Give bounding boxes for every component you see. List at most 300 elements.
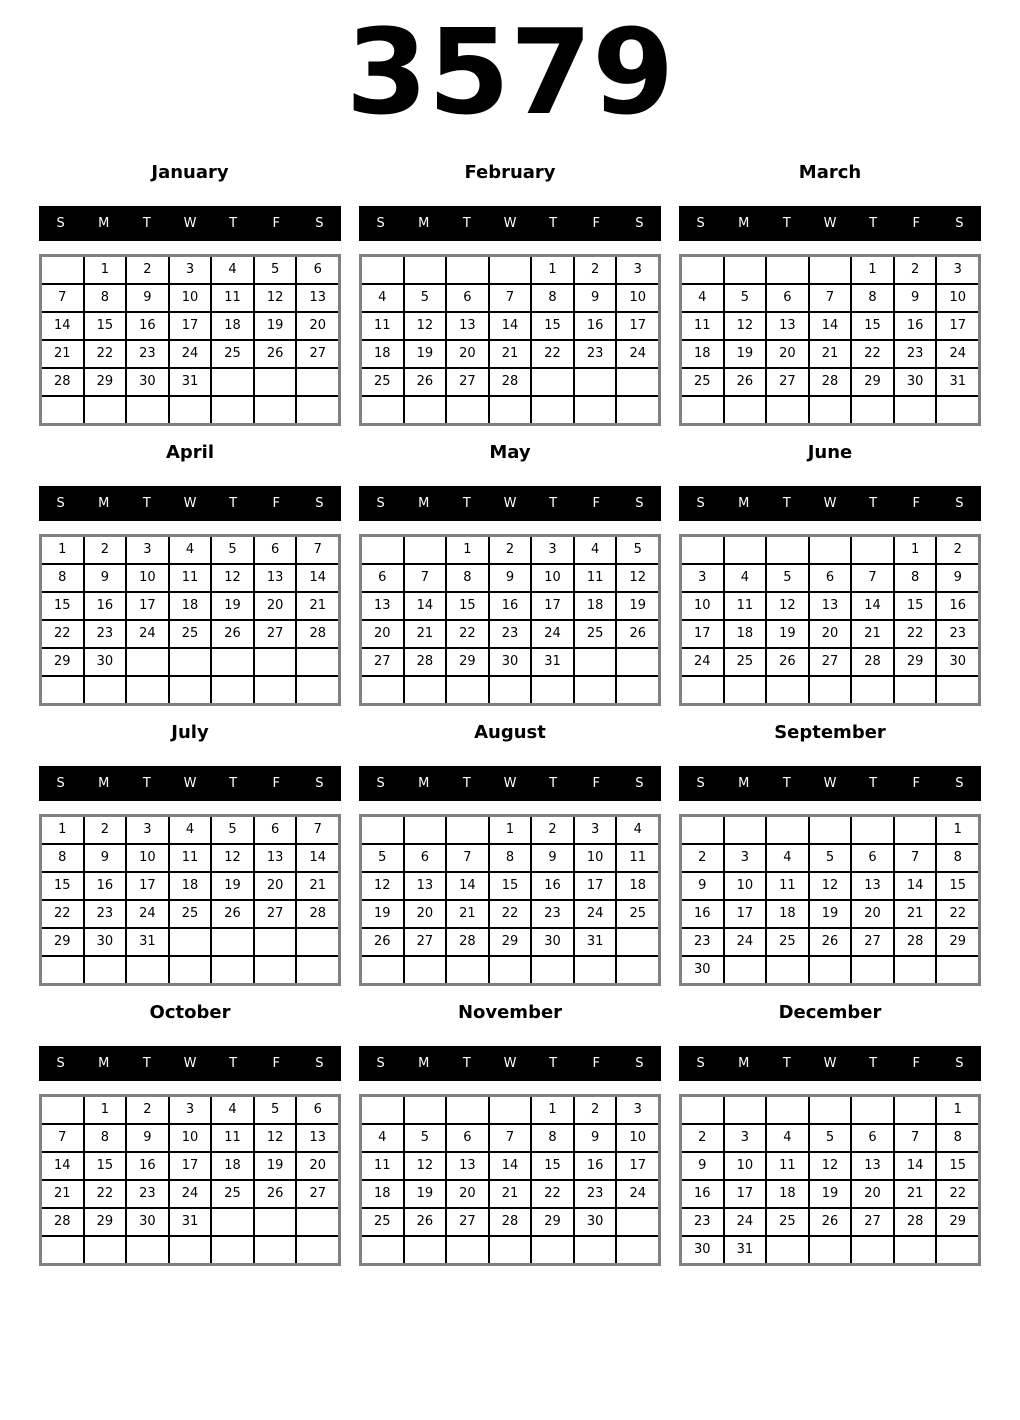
weekday-label: W bbox=[503, 1055, 517, 1071]
day-cell: 3 bbox=[127, 817, 168, 843]
day-cell: 19 bbox=[212, 593, 253, 619]
day-cell: 8 bbox=[42, 845, 83, 871]
empty-day-cell bbox=[447, 957, 488, 983]
day-cell: 11 bbox=[170, 845, 211, 871]
months-grid bbox=[0, 162, 1020, 1266]
weekday-label: T bbox=[869, 215, 878, 231]
day-cell: 6 bbox=[447, 285, 488, 311]
month-title: November bbox=[457, 1001, 563, 1023]
empty-day-cell bbox=[575, 957, 616, 983]
day-cell: 13 bbox=[852, 1153, 893, 1179]
day-cell: 13 bbox=[810, 593, 851, 619]
empty-day-cell bbox=[895, 677, 936, 703]
day-cell: 2 bbox=[682, 845, 723, 871]
day-cell: 28 bbox=[42, 1209, 83, 1235]
day-cell: 13 bbox=[447, 1153, 488, 1179]
weekday-label: W bbox=[183, 495, 197, 511]
empty-day-cell bbox=[85, 957, 126, 983]
empty-day-cell bbox=[852, 537, 893, 563]
empty-day-cell bbox=[895, 1237, 936, 1263]
weekday-label: T bbox=[869, 1055, 878, 1071]
day-cell: 19 bbox=[810, 901, 851, 927]
empty-day-cell bbox=[85, 677, 126, 703]
day-cell: 4 bbox=[575, 537, 616, 563]
day-cell: 27 bbox=[767, 369, 808, 395]
empty-day-cell bbox=[297, 369, 338, 395]
weekday-label: T bbox=[549, 775, 558, 791]
day-cell: 26 bbox=[362, 929, 403, 955]
day-cell: 22 bbox=[532, 1181, 573, 1207]
weekday-label: M bbox=[418, 1055, 430, 1071]
day-cell: 25 bbox=[725, 649, 766, 675]
day-cell: 3 bbox=[127, 537, 168, 563]
day-cell: 23 bbox=[532, 901, 573, 927]
day-cell: 26 bbox=[725, 369, 766, 395]
day-cell: 5 bbox=[212, 537, 253, 563]
day-cell: 11 bbox=[212, 285, 253, 311]
weekday-label: M bbox=[418, 215, 430, 231]
day-cell: 31 bbox=[532, 649, 573, 675]
day-cell: 31 bbox=[725, 1237, 766, 1263]
day-cell: 28 bbox=[895, 1209, 936, 1235]
weekday-label: S bbox=[955, 495, 964, 511]
day-cell: 21 bbox=[852, 621, 893, 647]
weekday-label: M bbox=[98, 215, 110, 231]
day-cell: 17 bbox=[127, 593, 168, 619]
day-cell: 18 bbox=[170, 593, 211, 619]
empty-day-cell bbox=[852, 1097, 893, 1123]
weekday-label: W bbox=[503, 495, 517, 511]
day-cell: 16 bbox=[85, 593, 126, 619]
day-cell: 2 bbox=[85, 817, 126, 843]
day-cell: 5 bbox=[767, 565, 808, 591]
day-cell: 12 bbox=[212, 845, 253, 871]
day-cell: 29 bbox=[532, 1209, 573, 1235]
weekday-label: T bbox=[142, 495, 151, 511]
day-cell: 23 bbox=[127, 1181, 168, 1207]
day-cell: 13 bbox=[255, 565, 296, 591]
weekday-header-bar bbox=[679, 1046, 981, 1081]
empty-day-cell bbox=[405, 1097, 446, 1123]
empty-day-cell bbox=[532, 397, 573, 423]
day-cell: 17 bbox=[170, 313, 211, 339]
day-cell: 25 bbox=[212, 341, 253, 367]
empty-day-cell bbox=[767, 677, 808, 703]
empty-day-cell bbox=[42, 397, 83, 423]
day-cell: 11 bbox=[362, 1153, 403, 1179]
day-cell: 4 bbox=[212, 257, 253, 283]
day-cell: 10 bbox=[937, 285, 978, 311]
empty-day-cell bbox=[767, 1237, 808, 1263]
day-cell: 18 bbox=[767, 1181, 808, 1207]
day-cell: 29 bbox=[490, 929, 531, 955]
day-cell: 26 bbox=[810, 1209, 851, 1235]
day-cell: 22 bbox=[42, 901, 83, 927]
day-cell: 23 bbox=[85, 901, 126, 927]
month-title: March bbox=[798, 161, 862, 183]
day-cell: 29 bbox=[937, 929, 978, 955]
empty-day-cell bbox=[170, 649, 211, 675]
day-cell: 26 bbox=[767, 649, 808, 675]
day-cell: 10 bbox=[682, 593, 723, 619]
day-cell: 6 bbox=[362, 565, 403, 591]
weekday-label: S bbox=[955, 1055, 964, 1071]
empty-day-cell bbox=[490, 397, 531, 423]
weekday-label: M bbox=[98, 1055, 110, 1071]
month-day-grid bbox=[359, 534, 661, 706]
day-cell: 22 bbox=[85, 341, 126, 367]
day-cell: 19 bbox=[255, 1153, 296, 1179]
day-cell: 27 bbox=[362, 649, 403, 675]
day-cell: 17 bbox=[937, 313, 978, 339]
year-title: 3579 bbox=[345, 3, 675, 141]
day-cell: 30 bbox=[85, 929, 126, 955]
empty-day-cell bbox=[575, 1237, 616, 1263]
day-cell: 29 bbox=[895, 649, 936, 675]
day-cell: 1 bbox=[490, 817, 531, 843]
day-cell: 20 bbox=[852, 1181, 893, 1207]
day-cell: 12 bbox=[405, 313, 446, 339]
empty-day-cell bbox=[297, 1209, 338, 1235]
empty-day-cell bbox=[682, 257, 723, 283]
weekday-label: F bbox=[272, 1055, 281, 1071]
month-title: January bbox=[151, 161, 229, 183]
empty-day-cell bbox=[212, 677, 253, 703]
day-cell: 22 bbox=[532, 341, 573, 367]
weekday-label: S bbox=[635, 775, 644, 791]
day-cell: 9 bbox=[85, 565, 126, 591]
day-cell: 18 bbox=[212, 1153, 253, 1179]
day-cell: 5 bbox=[810, 1125, 851, 1151]
day-cell: 2 bbox=[490, 537, 531, 563]
day-cell: 28 bbox=[852, 649, 893, 675]
month-day-grid bbox=[359, 254, 661, 426]
day-cell: 10 bbox=[575, 845, 616, 871]
day-cell: 28 bbox=[297, 901, 338, 927]
day-cell: 9 bbox=[937, 565, 978, 591]
day-cell: 6 bbox=[297, 257, 338, 283]
weekday-label: S bbox=[376, 495, 385, 511]
day-cell: 1 bbox=[447, 537, 488, 563]
day-cell: 23 bbox=[682, 929, 723, 955]
day-cell: 20 bbox=[810, 621, 851, 647]
empty-day-cell bbox=[937, 677, 978, 703]
day-cell: 21 bbox=[895, 901, 936, 927]
day-cell: 28 bbox=[405, 649, 446, 675]
empty-day-cell bbox=[725, 257, 766, 283]
weekday-label: W bbox=[823, 215, 837, 231]
empty-day-cell bbox=[42, 1097, 83, 1123]
day-cell: 13 bbox=[297, 1125, 338, 1151]
empty-day-cell bbox=[725, 677, 766, 703]
empty-day-cell bbox=[532, 957, 573, 983]
empty-day-cell bbox=[127, 957, 168, 983]
empty-day-cell bbox=[405, 1237, 446, 1263]
weekday-label: F bbox=[912, 495, 921, 511]
day-cell: 31 bbox=[170, 1209, 211, 1235]
weekday-label: F bbox=[592, 775, 601, 791]
day-cell: 28 bbox=[297, 621, 338, 647]
day-cell: 27 bbox=[297, 341, 338, 367]
empty-day-cell bbox=[490, 1097, 531, 1123]
day-cell: 16 bbox=[682, 901, 723, 927]
day-cell: 7 bbox=[42, 1125, 83, 1151]
month-september bbox=[679, 722, 981, 986]
day-cell: 3 bbox=[617, 257, 658, 283]
empty-day-cell bbox=[617, 1209, 658, 1235]
day-cell: 14 bbox=[42, 1153, 83, 1179]
day-cell: 5 bbox=[810, 845, 851, 871]
day-cell: 5 bbox=[617, 537, 658, 563]
day-cell: 4 bbox=[767, 1125, 808, 1151]
empty-day-cell bbox=[297, 677, 338, 703]
month-day-grid bbox=[39, 534, 341, 706]
day-cell: 24 bbox=[725, 929, 766, 955]
empty-day-cell bbox=[42, 677, 83, 703]
empty-day-cell bbox=[490, 957, 531, 983]
day-cell: 14 bbox=[42, 313, 83, 339]
weekday-label: F bbox=[912, 775, 921, 791]
day-cell: 5 bbox=[725, 285, 766, 311]
empty-day-cell bbox=[767, 957, 808, 983]
day-cell: 7 bbox=[895, 845, 936, 871]
weekday-label: S bbox=[56, 775, 65, 791]
day-cell: 2 bbox=[937, 537, 978, 563]
empty-day-cell bbox=[405, 257, 446, 283]
empty-day-cell bbox=[405, 677, 446, 703]
day-cell: 5 bbox=[255, 1097, 296, 1123]
day-cell: 24 bbox=[682, 649, 723, 675]
day-cell: 23 bbox=[85, 621, 126, 647]
day-cell: 24 bbox=[127, 621, 168, 647]
weekday-label: S bbox=[56, 215, 65, 231]
day-cell: 26 bbox=[212, 621, 253, 647]
weekday-label: M bbox=[98, 495, 110, 511]
day-cell: 26 bbox=[405, 369, 446, 395]
day-cell: 28 bbox=[810, 369, 851, 395]
empty-day-cell bbox=[725, 397, 766, 423]
empty-day-cell bbox=[937, 397, 978, 423]
day-cell: 21 bbox=[810, 341, 851, 367]
month-day-grid bbox=[679, 814, 981, 986]
day-cell: 19 bbox=[810, 1181, 851, 1207]
day-cell: 26 bbox=[212, 901, 253, 927]
weekday-label: S bbox=[696, 1055, 705, 1071]
day-cell: 11 bbox=[212, 1125, 253, 1151]
empty-day-cell bbox=[617, 397, 658, 423]
empty-day-cell bbox=[852, 1237, 893, 1263]
weekday-label: W bbox=[183, 775, 197, 791]
day-cell: 2 bbox=[895, 257, 936, 283]
month-december bbox=[679, 1002, 981, 1266]
day-cell: 16 bbox=[490, 593, 531, 619]
day-cell: 15 bbox=[85, 313, 126, 339]
month-title: October bbox=[149, 1001, 231, 1023]
day-cell: 19 bbox=[212, 873, 253, 899]
day-cell: 24 bbox=[617, 341, 658, 367]
day-cell: 8 bbox=[937, 1125, 978, 1151]
day-cell: 12 bbox=[810, 1153, 851, 1179]
day-cell: 5 bbox=[362, 845, 403, 871]
month-may bbox=[359, 442, 661, 706]
month-title: August bbox=[474, 721, 546, 743]
day-cell: 7 bbox=[405, 565, 446, 591]
month-november bbox=[359, 1002, 661, 1266]
day-cell: 8 bbox=[532, 1125, 573, 1151]
day-cell: 14 bbox=[810, 313, 851, 339]
day-cell: 21 bbox=[490, 1181, 531, 1207]
weekday-label: T bbox=[142, 775, 151, 791]
day-cell: 1 bbox=[85, 257, 126, 283]
day-cell: 27 bbox=[852, 1209, 893, 1235]
empty-day-cell bbox=[297, 649, 338, 675]
empty-day-cell bbox=[297, 397, 338, 423]
empty-day-cell bbox=[447, 257, 488, 283]
empty-day-cell bbox=[297, 929, 338, 955]
day-cell: 4 bbox=[767, 845, 808, 871]
weekday-label: S bbox=[696, 215, 705, 231]
day-cell: 19 bbox=[255, 313, 296, 339]
day-cell: 20 bbox=[447, 1181, 488, 1207]
empty-day-cell bbox=[170, 1237, 211, 1263]
day-cell: 20 bbox=[255, 593, 296, 619]
day-cell: 6 bbox=[767, 285, 808, 311]
empty-day-cell bbox=[767, 1097, 808, 1123]
weekday-header-bar bbox=[39, 486, 341, 521]
day-cell: 9 bbox=[895, 285, 936, 311]
day-cell: 17 bbox=[725, 1181, 766, 1207]
weekday-label: W bbox=[823, 775, 837, 791]
weekday-label: S bbox=[315, 1055, 324, 1071]
day-cell: 29 bbox=[85, 369, 126, 395]
day-cell: 2 bbox=[575, 1097, 616, 1123]
day-cell: 7 bbox=[490, 285, 531, 311]
day-cell: 1 bbox=[532, 1097, 573, 1123]
day-cell: 30 bbox=[895, 369, 936, 395]
day-cell: 26 bbox=[255, 1181, 296, 1207]
day-cell: 4 bbox=[682, 285, 723, 311]
day-cell: 25 bbox=[767, 929, 808, 955]
weekday-header-bar bbox=[359, 766, 661, 801]
empty-day-cell bbox=[42, 957, 83, 983]
day-cell: 22 bbox=[852, 341, 893, 367]
weekday-label: T bbox=[142, 215, 151, 231]
day-cell: 7 bbox=[490, 1125, 531, 1151]
day-cell: 9 bbox=[127, 1125, 168, 1151]
day-cell: 15 bbox=[937, 1153, 978, 1179]
day-cell: 20 bbox=[362, 621, 403, 647]
empty-day-cell bbox=[852, 397, 893, 423]
day-cell: 30 bbox=[532, 929, 573, 955]
day-cell: 7 bbox=[810, 285, 851, 311]
day-cell: 3 bbox=[617, 1097, 658, 1123]
day-cell: 22 bbox=[937, 901, 978, 927]
day-cell: 16 bbox=[575, 1153, 616, 1179]
day-cell: 22 bbox=[937, 1181, 978, 1207]
day-cell: 4 bbox=[170, 537, 211, 563]
day-cell: 19 bbox=[767, 621, 808, 647]
day-cell: 18 bbox=[767, 901, 808, 927]
empty-day-cell bbox=[575, 677, 616, 703]
day-cell: 17 bbox=[617, 313, 658, 339]
month-june bbox=[679, 442, 981, 706]
month-title: July bbox=[171, 721, 209, 743]
empty-day-cell bbox=[42, 1237, 83, 1263]
day-cell: 12 bbox=[255, 285, 296, 311]
empty-day-cell bbox=[127, 649, 168, 675]
weekday-label: S bbox=[635, 495, 644, 511]
empty-day-cell bbox=[767, 257, 808, 283]
day-cell: 23 bbox=[895, 341, 936, 367]
weekday-label: S bbox=[376, 215, 385, 231]
day-cell: 7 bbox=[297, 817, 338, 843]
day-cell: 17 bbox=[617, 1153, 658, 1179]
day-cell: 22 bbox=[447, 621, 488, 647]
month-day-grid bbox=[359, 814, 661, 986]
day-cell: 21 bbox=[895, 1181, 936, 1207]
weekday-label: W bbox=[823, 495, 837, 511]
day-cell: 26 bbox=[255, 341, 296, 367]
day-cell: 27 bbox=[447, 369, 488, 395]
day-cell: 25 bbox=[682, 369, 723, 395]
month-day-grid bbox=[359, 1094, 661, 1266]
day-cell: 26 bbox=[405, 1209, 446, 1235]
day-cell: 22 bbox=[85, 1181, 126, 1207]
day-cell: 31 bbox=[575, 929, 616, 955]
day-cell: 6 bbox=[447, 1125, 488, 1151]
day-cell: 14 bbox=[490, 1153, 531, 1179]
day-cell: 22 bbox=[895, 621, 936, 647]
empty-day-cell bbox=[810, 1097, 851, 1123]
day-cell: 4 bbox=[170, 817, 211, 843]
day-cell: 6 bbox=[852, 1125, 893, 1151]
empty-day-cell bbox=[682, 1097, 723, 1123]
day-cell: 10 bbox=[617, 285, 658, 311]
day-cell: 12 bbox=[212, 565, 253, 591]
day-cell: 3 bbox=[725, 1125, 766, 1151]
empty-day-cell bbox=[895, 817, 936, 843]
empty-day-cell bbox=[212, 369, 253, 395]
day-cell: 1 bbox=[532, 257, 573, 283]
day-cell: 26 bbox=[617, 621, 658, 647]
day-cell: 8 bbox=[532, 285, 573, 311]
day-cell: 27 bbox=[405, 929, 446, 955]
empty-day-cell bbox=[575, 397, 616, 423]
day-cell: 14 bbox=[852, 593, 893, 619]
day-cell: 7 bbox=[895, 1125, 936, 1151]
weekday-label: S bbox=[696, 495, 705, 511]
day-cell: 19 bbox=[405, 1181, 446, 1207]
day-cell: 30 bbox=[85, 649, 126, 675]
weekday-header-bar bbox=[39, 206, 341, 241]
day-cell: 11 bbox=[682, 313, 723, 339]
day-cell: 10 bbox=[725, 1153, 766, 1179]
day-cell: 24 bbox=[170, 341, 211, 367]
empty-day-cell bbox=[852, 677, 893, 703]
empty-day-cell bbox=[362, 957, 403, 983]
day-cell: 24 bbox=[127, 901, 168, 927]
weekday-label: F bbox=[272, 775, 281, 791]
day-cell: 3 bbox=[532, 537, 573, 563]
weekday-header-bar bbox=[359, 1046, 661, 1081]
day-cell: 3 bbox=[575, 817, 616, 843]
empty-day-cell bbox=[937, 957, 978, 983]
day-cell: 8 bbox=[85, 1125, 126, 1151]
weekday-label: S bbox=[635, 1055, 644, 1071]
day-cell: 30 bbox=[575, 1209, 616, 1235]
day-cell: 19 bbox=[405, 341, 446, 367]
empty-day-cell bbox=[447, 1097, 488, 1123]
